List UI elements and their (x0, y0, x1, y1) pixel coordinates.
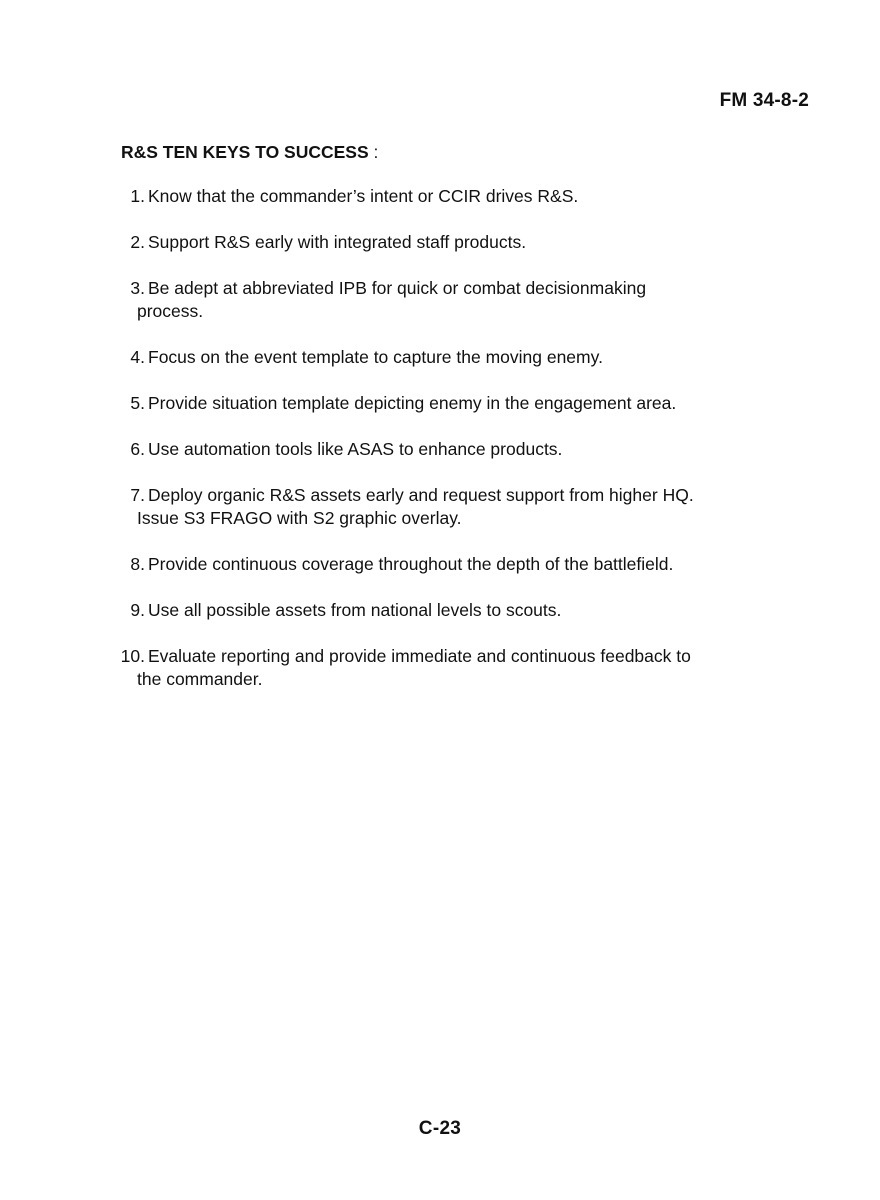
list-item (110, 392, 810, 415)
document-id: FM 34-8-2 (719, 90, 809, 111)
item-text: Deploy organic R&S assets early and request support from higher HQ. (148, 485, 694, 505)
list-item (110, 185, 810, 208)
page-number: C-23 (418, 1118, 462, 1139)
item-text: Use all possible assets from national levels to scouts. (148, 600, 562, 620)
item-number: 8. (130, 554, 145, 574)
item-text: Support R&S early with integrated staff products. (148, 232, 527, 252)
section-heading-text: R&S TEN KEYS TO SUCCESS (121, 142, 369, 162)
item-number: 1. (130, 186, 145, 206)
list-item (110, 231, 810, 254)
item-number: 10. (120, 646, 145, 666)
item-number: 2. (130, 232, 145, 252)
item-text: Evaluate reporting and provide immediate and continuous feedback to (148, 646, 691, 666)
item-text: Provide situation template depicting enemy in the engagement area. (148, 393, 677, 413)
item-continuation: Issue S3 FRAGO with S2 graphic overlay. (137, 508, 462, 528)
item-continuation: the commander. (137, 669, 263, 689)
item-number: 9. (130, 600, 145, 620)
item-text: Be adept at abbreviated IPB for quick or combat decisionmaking (148, 278, 647, 298)
list-item (110, 599, 810, 622)
item-number: 7. (130, 485, 145, 505)
item-text: Provide continuous coverage throughout the depth of the battlefield. (148, 554, 674, 574)
section-heading-suffix: : (368, 142, 379, 162)
list-item (110, 277, 810, 323)
item-number: 5. (130, 393, 145, 413)
item-number: 4. (130, 347, 145, 367)
list-item (110, 553, 810, 576)
item-text: Focus on the event template to capture the moving enemy. (148, 347, 603, 367)
item-text: Use automation tools like ASAS to enhance products. (148, 439, 563, 459)
list-item (110, 645, 810, 691)
list-item (110, 346, 810, 369)
list-item (110, 484, 810, 530)
item-continuation: process. (137, 301, 204, 321)
item-number: 3. (130, 278, 145, 298)
item-number: 6. (130, 439, 145, 459)
section-heading (121, 142, 378, 163)
item-text: Know that the commander’s intent or CCIR drives R&S. (148, 186, 579, 206)
keys-list (110, 185, 810, 714)
list-item (110, 438, 810, 461)
